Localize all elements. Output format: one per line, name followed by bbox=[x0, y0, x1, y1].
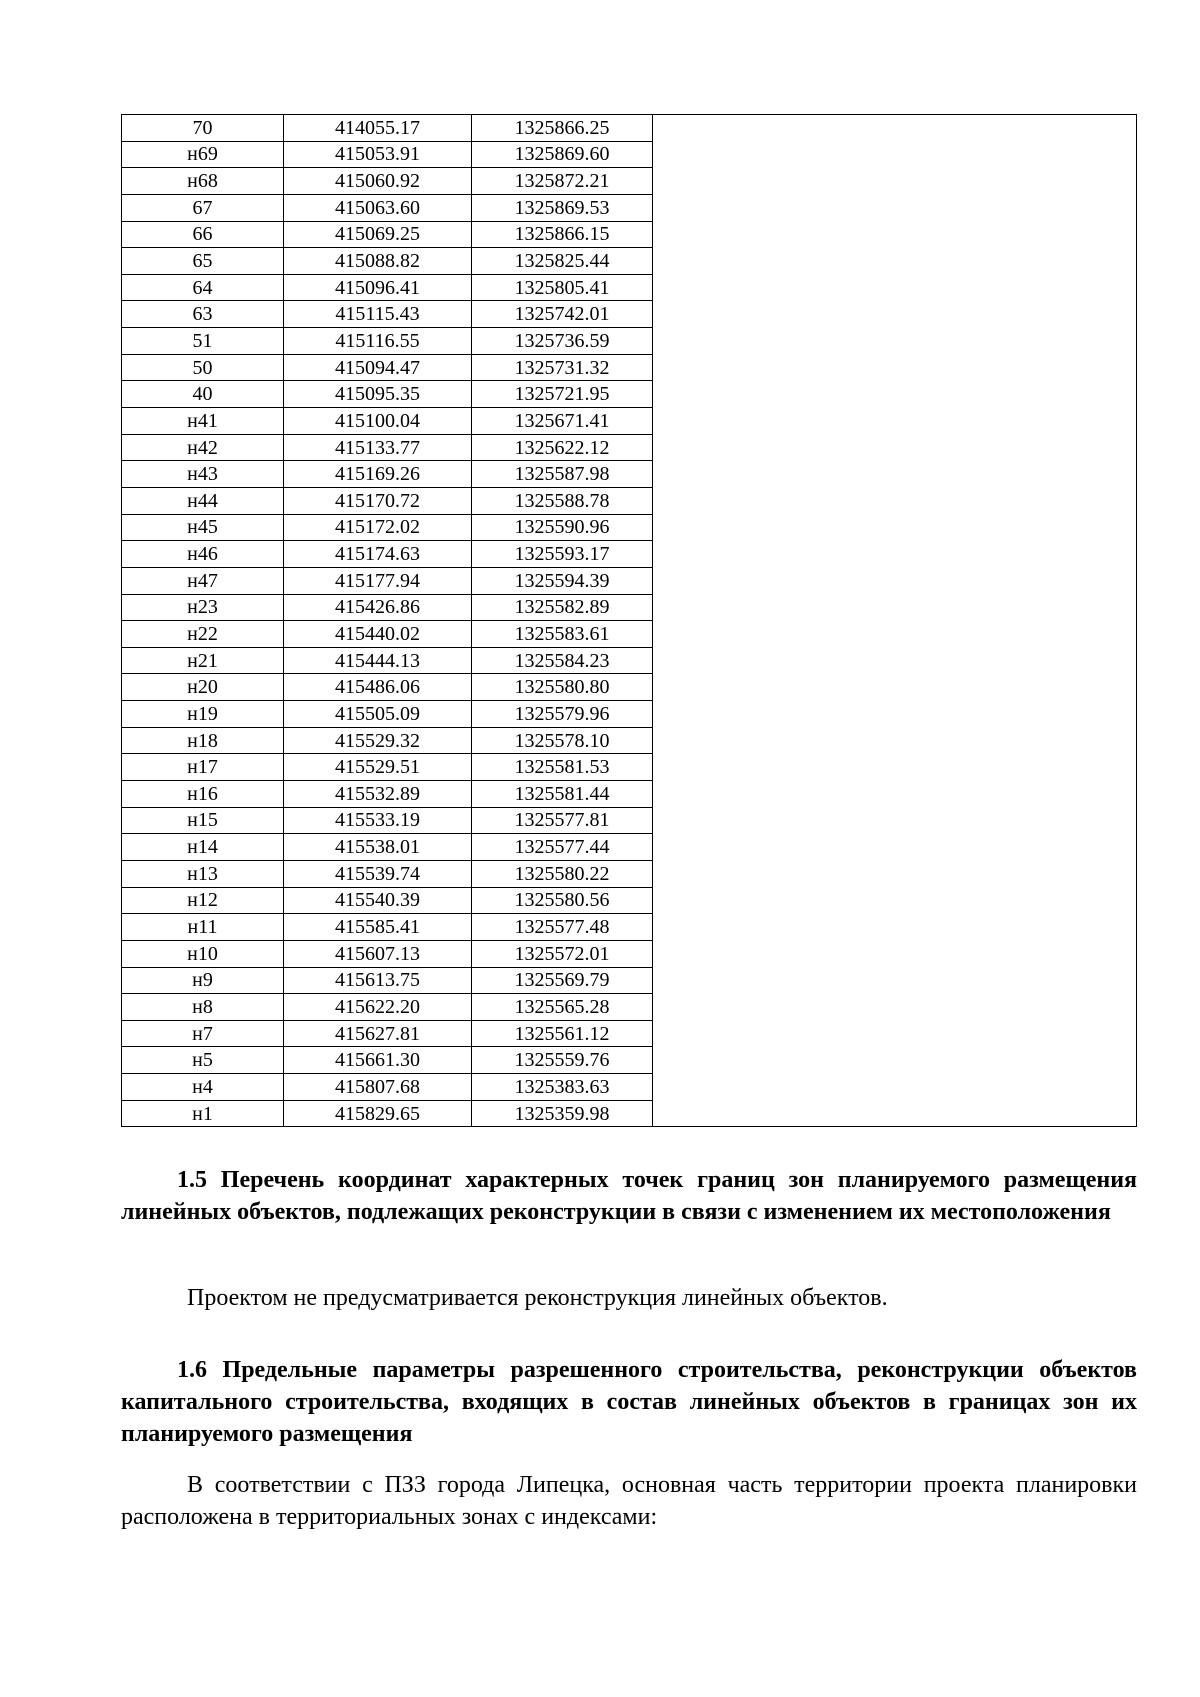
x-coordinate-cell: 415661.30 bbox=[284, 1047, 472, 1074]
section-1-6-heading bbox=[121, 1354, 1137, 1450]
table-row bbox=[122, 1074, 653, 1101]
x-coordinate-cell: 415533.19 bbox=[284, 807, 472, 834]
table-row bbox=[122, 141, 653, 168]
coordinates-table bbox=[121, 114, 1137, 1127]
y-coordinate-cell: 1325581.53 bbox=[472, 754, 653, 781]
x-coordinate-cell: 415607.13 bbox=[284, 940, 472, 967]
x-coordinate-cell: 415169.26 bbox=[284, 461, 472, 488]
y-coordinate-cell: 1325588.78 bbox=[472, 487, 653, 514]
y-coordinate-cell: 1325587.98 bbox=[472, 461, 653, 488]
table-row bbox=[122, 701, 653, 728]
x-coordinate-cell: 415069.25 bbox=[284, 221, 472, 248]
y-coordinate-cell: 1325578.10 bbox=[472, 727, 653, 754]
y-coordinate-cell: 1325731.32 bbox=[472, 354, 653, 381]
x-coordinate-cell: 415133.77 bbox=[284, 434, 472, 461]
y-coordinate-cell: 1325561.12 bbox=[472, 1020, 653, 1047]
x-coordinate-cell: 415177.94 bbox=[284, 567, 472, 594]
x-coordinate-cell: 415622.20 bbox=[284, 994, 472, 1021]
y-coordinate-cell: 1325742.01 bbox=[472, 301, 653, 328]
x-coordinate-cell: 415829.65 bbox=[284, 1100, 472, 1126]
point-number-cell: 66 bbox=[122, 221, 284, 248]
point-number-cell: н43 bbox=[122, 461, 284, 488]
point-number-cell: н20 bbox=[122, 674, 284, 701]
point-number-cell: 40 bbox=[122, 381, 284, 408]
y-coordinate-cell: 1325590.96 bbox=[472, 514, 653, 541]
table-row bbox=[122, 940, 653, 967]
table-row bbox=[122, 914, 653, 941]
x-coordinate-cell: 415063.60 bbox=[284, 194, 472, 221]
point-number-cell: 63 bbox=[122, 301, 284, 328]
x-coordinate-cell: 415172.02 bbox=[284, 514, 472, 541]
point-number-cell: 67 bbox=[122, 194, 284, 221]
y-coordinate-cell: 1325721.95 bbox=[472, 381, 653, 408]
x-coordinate-cell: 415486.06 bbox=[284, 674, 472, 701]
point-number-cell: н44 bbox=[122, 487, 284, 514]
point-number-cell: 64 bbox=[122, 274, 284, 301]
point-number-cell: н17 bbox=[122, 754, 284, 781]
section-1-5-heading-text: 1.5 Перечень координат характерных точек границ зон планируемого размещения линейных объектов, подлежащих реконструкции в связи с изменением их местоположения bbox=[121, 1167, 1137, 1225]
x-coordinate-cell: 415585.41 bbox=[284, 914, 472, 941]
x-coordinate-cell: 415627.81 bbox=[284, 1020, 472, 1047]
point-number-cell: н15 bbox=[122, 807, 284, 834]
table-row bbox=[122, 967, 653, 994]
coordinates-grid bbox=[122, 115, 653, 1126]
y-coordinate-cell: 1325622.12 bbox=[472, 434, 653, 461]
x-coordinate-cell: 415060.92 bbox=[284, 168, 472, 195]
x-coordinate-cell: 415505.09 bbox=[284, 701, 472, 728]
section-1-5-text bbox=[121, 1282, 1137, 1314]
x-coordinate-cell: 415095.35 bbox=[284, 381, 472, 408]
y-coordinate-cell: 1325565.28 bbox=[472, 994, 653, 1021]
table-row bbox=[122, 1100, 653, 1126]
table-row bbox=[122, 434, 653, 461]
table-row bbox=[122, 487, 653, 514]
table-row bbox=[122, 887, 653, 914]
x-coordinate-cell: 415613.75 bbox=[284, 967, 472, 994]
y-coordinate-cell: 1325866.15 bbox=[472, 221, 653, 248]
table-row bbox=[122, 994, 653, 1021]
table-row bbox=[122, 541, 653, 568]
y-coordinate-cell: 1325825.44 bbox=[472, 248, 653, 275]
table-row bbox=[122, 1047, 653, 1074]
y-coordinate-cell: 1325580.22 bbox=[472, 860, 653, 887]
section-1-6-text-content: В соответствии с ПЗЗ города Липецка, основная часть территории проекта планировки расположена в территориальных зонах с индексами: bbox=[121, 1472, 1137, 1530]
table-row bbox=[122, 621, 653, 648]
table-row bbox=[122, 194, 653, 221]
table-row bbox=[122, 221, 653, 248]
y-coordinate-cell: 1325579.96 bbox=[472, 701, 653, 728]
point-number-cell: 65 bbox=[122, 248, 284, 275]
table-row bbox=[122, 754, 653, 781]
table-row bbox=[122, 674, 653, 701]
point-number-cell: н19 bbox=[122, 701, 284, 728]
y-coordinate-cell: 1325572.01 bbox=[472, 940, 653, 967]
table-row bbox=[122, 274, 653, 301]
point-number-cell: н68 bbox=[122, 168, 284, 195]
table-row bbox=[122, 807, 653, 834]
y-coordinate-cell: 1325359.98 bbox=[472, 1100, 653, 1126]
x-coordinate-cell: 415426.86 bbox=[284, 594, 472, 621]
y-coordinate-cell: 1325584.23 bbox=[472, 647, 653, 674]
table-row bbox=[122, 328, 653, 355]
y-coordinate-cell: 1325383.63 bbox=[472, 1074, 653, 1101]
point-number-cell: н45 bbox=[122, 514, 284, 541]
table-row bbox=[122, 860, 653, 887]
section-1-5-text-content: Проектом не предусматривается реконструкция линейных объектов. bbox=[187, 1285, 888, 1311]
point-number-cell: н47 bbox=[122, 567, 284, 594]
section-1-6-text bbox=[121, 1469, 1137, 1533]
point-number-cell: н4 bbox=[122, 1074, 284, 1101]
point-number-cell: н13 bbox=[122, 860, 284, 887]
coordinates-body bbox=[122, 115, 653, 1126]
table-row bbox=[122, 727, 653, 754]
point-number-cell: н21 bbox=[122, 647, 284, 674]
point-number-cell: н41 bbox=[122, 408, 284, 435]
point-number-cell: н42 bbox=[122, 434, 284, 461]
point-number-cell: н9 bbox=[122, 967, 284, 994]
x-coordinate-cell: 415532.89 bbox=[284, 781, 472, 808]
table-row bbox=[122, 781, 653, 808]
point-number-cell: н11 bbox=[122, 914, 284, 941]
y-coordinate-cell: 1325872.21 bbox=[472, 168, 653, 195]
table-row bbox=[122, 834, 653, 861]
y-coordinate-cell: 1325583.61 bbox=[472, 621, 653, 648]
y-coordinate-cell: 1325869.53 bbox=[472, 194, 653, 221]
y-coordinate-cell: 1325582.89 bbox=[472, 594, 653, 621]
point-number-cell: н7 bbox=[122, 1020, 284, 1047]
y-coordinate-cell: 1325869.60 bbox=[472, 141, 653, 168]
point-number-cell: н18 bbox=[122, 727, 284, 754]
table-row bbox=[122, 567, 653, 594]
y-coordinate-cell: 1325577.48 bbox=[472, 914, 653, 941]
x-coordinate-cell: 415529.51 bbox=[284, 754, 472, 781]
section-1-5-heading bbox=[121, 1164, 1137, 1228]
x-coordinate-cell: 415529.32 bbox=[284, 727, 472, 754]
x-coordinate-cell: 415115.43 bbox=[284, 301, 472, 328]
x-coordinate-cell: 414055.17 bbox=[284, 115, 472, 141]
point-number-cell: н12 bbox=[122, 887, 284, 914]
table-row bbox=[122, 647, 653, 674]
y-coordinate-cell: 1325569.79 bbox=[472, 967, 653, 994]
table-row bbox=[122, 1020, 653, 1047]
x-coordinate-cell: 415116.55 bbox=[284, 328, 472, 355]
point-number-cell: н8 bbox=[122, 994, 284, 1021]
y-coordinate-cell: 1325671.41 bbox=[472, 408, 653, 435]
section-1-6-heading-text: 1.6 Предельные параметры разрешенного строительства, реконструкции объектов капитального строительства, входящих в состав линейных объектов в границах зон их планируемого размещения bbox=[121, 1357, 1137, 1447]
table-row bbox=[122, 354, 653, 381]
point-number-cell: н16 bbox=[122, 781, 284, 808]
x-coordinate-cell: 415096.41 bbox=[284, 274, 472, 301]
x-coordinate-cell: 415444.13 bbox=[284, 647, 472, 674]
point-number-cell: н69 bbox=[122, 141, 284, 168]
point-number-cell: н46 bbox=[122, 541, 284, 568]
y-coordinate-cell: 1325866.25 bbox=[472, 115, 653, 141]
x-coordinate-cell: 415053.91 bbox=[284, 141, 472, 168]
table-row bbox=[122, 168, 653, 195]
table-row bbox=[122, 408, 653, 435]
y-coordinate-cell: 1325577.44 bbox=[472, 834, 653, 861]
x-coordinate-cell: 415538.01 bbox=[284, 834, 472, 861]
y-coordinate-cell: 1325805.41 bbox=[472, 274, 653, 301]
point-number-cell: н22 bbox=[122, 621, 284, 648]
y-coordinate-cell: 1325577.81 bbox=[472, 807, 653, 834]
x-coordinate-cell: 415539.74 bbox=[284, 860, 472, 887]
x-coordinate-cell: 415100.04 bbox=[284, 408, 472, 435]
y-coordinate-cell: 1325580.56 bbox=[472, 887, 653, 914]
point-number-cell: 70 bbox=[122, 115, 284, 141]
x-coordinate-cell: 415088.82 bbox=[284, 248, 472, 275]
point-number-cell: н23 bbox=[122, 594, 284, 621]
y-coordinate-cell: 1325594.39 bbox=[472, 567, 653, 594]
point-number-cell: н10 bbox=[122, 940, 284, 967]
table-row bbox=[122, 301, 653, 328]
x-coordinate-cell: 415174.63 bbox=[284, 541, 472, 568]
point-number-cell: 50 bbox=[122, 354, 284, 381]
x-coordinate-cell: 415440.02 bbox=[284, 621, 472, 648]
x-coordinate-cell: 415540.39 bbox=[284, 887, 472, 914]
y-coordinate-cell: 1325581.44 bbox=[472, 781, 653, 808]
point-number-cell: н14 bbox=[122, 834, 284, 861]
table-row bbox=[122, 381, 653, 408]
y-coordinate-cell: 1325736.59 bbox=[472, 328, 653, 355]
x-coordinate-cell: 415807.68 bbox=[284, 1074, 472, 1101]
table-row bbox=[122, 514, 653, 541]
x-coordinate-cell: 415170.72 bbox=[284, 487, 472, 514]
point-number-cell: 51 bbox=[122, 328, 284, 355]
table-row bbox=[122, 248, 653, 275]
table-row bbox=[122, 594, 653, 621]
point-number-cell: н5 bbox=[122, 1047, 284, 1074]
y-coordinate-cell: 1325559.76 bbox=[472, 1047, 653, 1074]
y-coordinate-cell: 1325580.80 bbox=[472, 674, 653, 701]
point-number-cell: н1 bbox=[122, 1100, 284, 1126]
table-row bbox=[122, 461, 653, 488]
y-coordinate-cell: 1325593.17 bbox=[472, 541, 653, 568]
table-row bbox=[122, 115, 653, 141]
x-coordinate-cell: 415094.47 bbox=[284, 354, 472, 381]
